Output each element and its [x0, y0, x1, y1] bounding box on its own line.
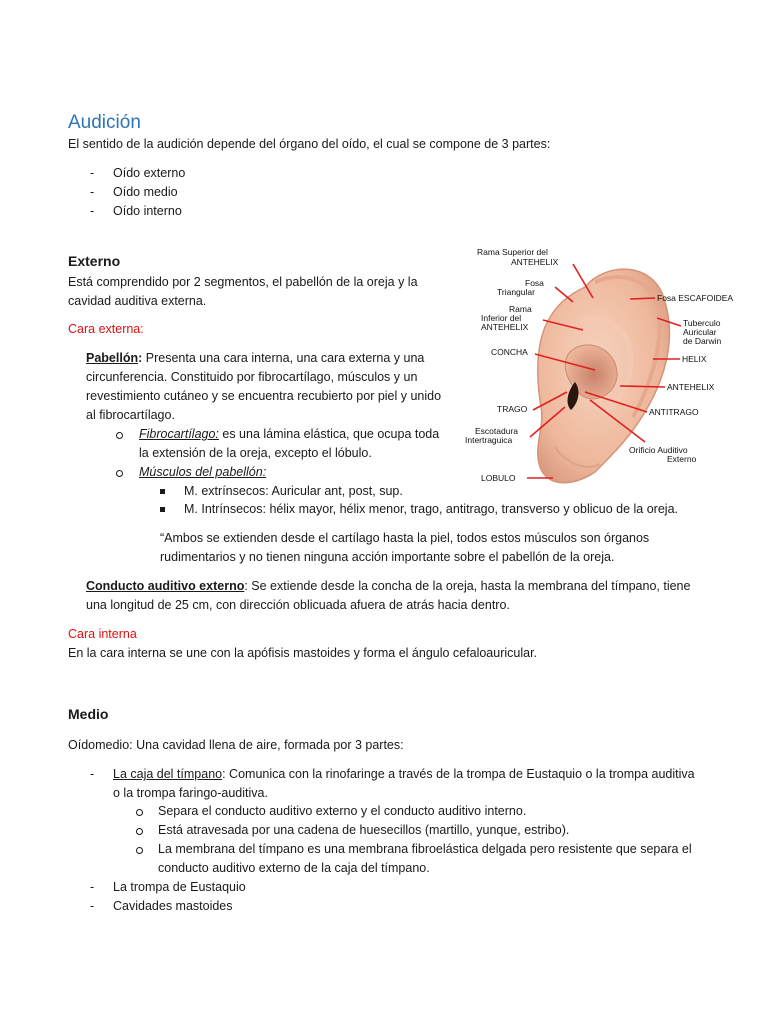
list-item: Oído externo	[113, 166, 186, 180]
label-orificio-2: Externo	[667, 454, 697, 464]
label-rama-inferior-3: ANTEHELIX	[481, 322, 529, 332]
section-heading-medio: Medio	[68, 706, 109, 722]
pabellon-text-line: al fibrocartílago.	[86, 408, 175, 422]
ear-anatomy-figure	[455, 242, 755, 492]
circle-bullet	[136, 847, 143, 854]
label-rama-superior-2: ANTEHELIX	[511, 257, 559, 267]
subheading-cara-interna: Cara interna	[68, 627, 137, 641]
label-concha: CONCHA	[491, 347, 528, 357]
label-antitrago: ANTITRAGO	[649, 407, 699, 417]
circle-bullet	[116, 470, 123, 477]
label-fosa-triangular-2: Triangular	[497, 287, 535, 297]
conducto-term: Conducto auditivo externo	[86, 579, 245, 593]
medio-subitem: Está atravesada por una cadena de huesecillos (martillo, yunque, estribo).	[158, 823, 570, 837]
label-rama-superior: Rama Superior del	[477, 247, 548, 257]
list-item: Oído interno	[113, 204, 182, 218]
label-orificio: Orificio Auditivo	[629, 445, 688, 455]
dash-bullet: -	[90, 185, 95, 199]
quote-line: “Ambos se extienden desde el cartílago hasta la piel, todos estos músculos son órganos	[160, 531, 650, 545]
dash-bullet: -	[90, 880, 95, 894]
page-title: Audición	[68, 112, 141, 133]
label-rama-inferior-2: Inferior del	[481, 313, 522, 323]
pabellon-text: Presenta una cara interna, una cara externa y una	[142, 351, 425, 365]
fibro-term: Fibrocartílago:	[139, 427, 219, 441]
list-item: Cavidades mastoides	[113, 899, 233, 913]
circle-bullet	[136, 828, 143, 835]
conducto-text-line: una longitud de 25 cm, con dirección oblicuada afuera de atrás hacia dentro.	[86, 598, 510, 612]
caja-line	[113, 765, 695, 784]
section-heading-externo: Externo	[68, 253, 121, 269]
dash-bullet: -	[90, 767, 95, 781]
caja-text: : Comunica con la rinofaringe a través de la trompa de Eustaquio o la trompa auditiva	[222, 767, 695, 781]
pabellon-line	[86, 349, 424, 368]
fibro-text: es una lámina elástica, que ocupa toda	[218, 427, 440, 441]
medio-subitem: La membrana del tímpano es una membrana fibroelástica delgada pero resistente que separa el	[158, 842, 692, 856]
label-fosa-triangular: Fosa	[525, 278, 544, 288]
musculos-term: Músculos del pabellón:	[139, 465, 267, 479]
subheading-cara-externa: Cara externa:	[68, 322, 144, 336]
conducto-text: : Se extiende desde la concha de la oreja, hasta la membrana del tímpano, tiene	[244, 579, 691, 593]
list-item: Oído medio	[113, 185, 178, 199]
caja-term: La caja del tímpano	[113, 767, 223, 781]
label-tuberculo: Tuberculo	[683, 318, 721, 328]
label-escotadura: Escotadura	[475, 426, 518, 436]
label-trago: TRAGO	[497, 404, 528, 414]
dash-bullet: -	[90, 166, 95, 180]
circle-bullet	[116, 432, 123, 439]
label-escotadura-2: Intertraguica	[465, 435, 513, 445]
square-bullet	[160, 507, 165, 512]
label-antehelix: ANTEHELIX	[667, 382, 715, 392]
externo-text-line: Está comprendido por 2 segmentos, el pabellón de la oreja y la	[68, 275, 418, 289]
conducto-line	[86, 577, 690, 596]
circle-bullet	[136, 809, 143, 816]
fibro-line	[139, 425, 439, 444]
dash-bullet: -	[90, 204, 95, 218]
label-helix: HELIX	[682, 354, 707, 364]
square-bullet	[160, 489, 165, 494]
label-fosa-escafoidea: Fosa ESCAFOIDEA	[657, 293, 734, 303]
list-item: La trompa de Eustaquio	[113, 880, 246, 894]
musc-extrinsecos: M. extrínsecos: Auricular ant, post, sup.	[184, 484, 403, 498]
externo-text-line: cavidad auditiva externa.	[68, 294, 207, 308]
pabellon-colon: :	[138, 351, 143, 365]
medio-intro: Oídomedio: Una cavidad llena de aire, formada por 3 partes:	[68, 738, 404, 752]
pabellon-term: Pabellón	[86, 351, 139, 365]
medio-subitem-line: conducto auditivo externo de la caja del tímpano.	[158, 861, 430, 875]
pabellon-text-line: revestimiento cutáneo y se encuentra recubierto por piel y unido	[86, 389, 442, 403]
caja-text-line: o la trompa faringo-auditiva.	[113, 786, 268, 800]
fibro-text-line: la extensión de la oreja, excepto el lóbulo.	[139, 446, 372, 460]
pabellon-text-line: circunferencia. Constituido por fibrocartílago, músculos y un	[86, 370, 418, 384]
musc-intrinsecos: M. Intrínsecos: hélix mayor, hélix menor, trago, antitrago, transverso y oblicuo de la oreja.	[184, 502, 678, 516]
cara-interna-text: En la cara interna se une con la apófisis mastoides y forma el ángulo cefaloauricular.	[68, 646, 538, 660]
label-tuberculo-2: Auricular	[683, 327, 717, 337]
intro-text: El sentido de la audición depende del órgano del oído, el cual se compone de 3 partes:	[68, 137, 551, 151]
label-lobulo: LOBULO	[481, 473, 516, 483]
label-rama-inferior: Rama	[509, 304, 532, 314]
dash-bullet: -	[90, 899, 95, 913]
quote-line: rudimentarios y no tienen ninguna acción importante sobre el pabellón de la oreja.	[160, 550, 615, 564]
label-tuberculo-3: de Darwin	[683, 336, 722, 346]
medio-subitem: Separa el conducto auditivo externo y el conducto auditivo interno.	[158, 804, 527, 818]
